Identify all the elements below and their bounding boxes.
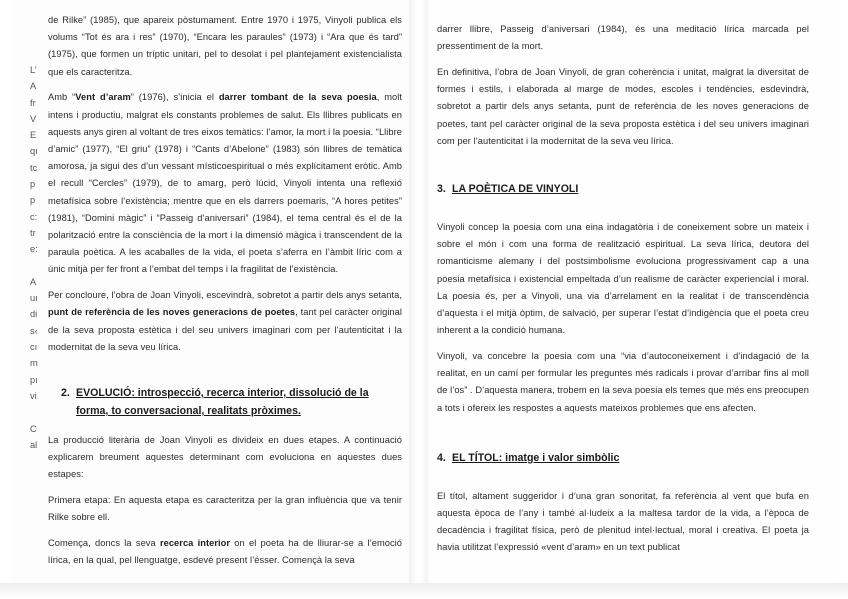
section-4-heading	[437, 449, 809, 467]
left-page	[12, 0, 409, 583]
section-2-heading	[48, 384, 402, 420]
section-title: EL TÍTOL: imatge i valor simbòlic	[452, 451, 620, 464]
section-3-heading	[437, 180, 809, 198]
book-gutter	[409, 0, 428, 599]
body-paragraph: Primera etapa: En aquesta etapa es caracteritza per la gran influència que va tenir Rilke sobre ell.	[48, 495, 402, 523]
body-paragraph: Comença, doncs la seva recerca interior on el poeta ha de lliurar-se a l’emoció lírica, en la qual, pel llenguatge, esdevé present l’ésser. Començà la seva	[48, 538, 402, 566]
margin-letter: e:	[30, 244, 38, 255]
margin-letter: V	[30, 113, 37, 124]
margin-letter	[30, 258, 44, 274]
section-title: LA POÈTICA DE VINYOLI	[452, 183, 579, 196]
body-paragraph: Per concloure, l’obra de Joan Vinyoli, escevindrà, sobretot a partir dels anys setanta, punt de referència de les noves generacions de poetes, tant pel caràcter original de la seva proposta estètica i del seu univers imaginari com per l’autenticitat i la modernitat de la seva veu lírica.	[48, 290, 402, 352]
margin-letter: p	[30, 195, 36, 206]
bold-phrase: Vent d’aram	[75, 92, 131, 103]
right-column	[437, 0, 809, 557]
margin-letter: tc	[30, 162, 38, 173]
bold-phrase: punt de referència de les noves generacions de poetes	[48, 307, 296, 318]
section-3-paragraphs	[437, 219, 809, 417]
margin-letter: tr	[30, 227, 36, 238]
margin-letter	[30, 404, 44, 420]
margin-letter: cı	[30, 342, 38, 353]
margin-letter: c:	[30, 211, 38, 222]
margin-letter: s‹	[30, 325, 38, 336]
margin-letter: fr	[30, 97, 36, 108]
section-number: 3.	[437, 183, 446, 196]
right-page	[428, 0, 836, 583]
margin-letter: C	[30, 423, 37, 434]
margin-letter: al	[30, 439, 38, 450]
margin-letter: L’	[30, 65, 37, 75]
margin-letter: uı	[30, 293, 38, 304]
section-number: 4.	[437, 451, 446, 464]
margin-letter: vi	[30, 390, 37, 401]
section-4-paragraphs	[437, 488, 809, 557]
margin-letter: A	[30, 81, 37, 92]
section-title: EVOLUCIÓ: introspecció, recerca interior, dissolució de la forma, to conversacional, realitats pròximes.	[76, 387, 369, 418]
margin-letter: p	[30, 179, 36, 190]
body-paragraph: de Rilke” (1985), que apareix pòstumament. Entre 1970 i 1975, Vinyoli publica els volums “Tot és ara i res” (1970), “Encara les paraules” (1973) i “Ara que és tard” (1975), que formen un tríptic unitari, pel to desolat i pel plantejament existencialista que els caracteritza.	[48, 15, 402, 77]
margin-letter: E	[30, 130, 37, 141]
body-paragraph: En definitiva, l’obra de Joan Vinyoli, de gran coherència i unitat, malgrat la diversitat de formes i estils, i elaborada al marge de modes, escoles i tendències, esdevindrà, sobretot a partir dels anys setanta, punt de referència de les noves generacions de poetes, tant pel caràcter original de la seva proposta estètica i del seu univers imaginari com per l’autenticitat i la modernitat de la seva veu lírica.	[437, 67, 809, 146]
body-paragraph: Vinyoli concep la poesia com una eina indagatòria i de coneixement sobre un mateix i sobre el món i com una forma de realització espiritual. La seva lírica, deutora del romanticisme alemany i del postsimbolisme evoluciona progressivament cap a una poesia metafísica i existencial empeltada d’un realisme de caràcter experiencial i moral. La poesia és, per a Vinyoli, una via d’arrelament en la realitat i de transcendència d’aquesta i el mitjà òptim, de salvació, per superar l’estat d’indigència que el poeta creu inherent a la condició humana.	[437, 222, 809, 336]
margin-letter: di	[30, 309, 38, 320]
left-column	[48, 0, 402, 570]
left-paragraphs	[48, 12, 402, 356]
margin-letter: A	[30, 276, 37, 287]
body-paragraph: Amb “Vent d’aram” (1976), s’inicia el darrer tombant de la seva poesia, molt intens i productiu, malgrat els constants problemes de salut. Els llibres publicats en aquests anys giren al voltant de tres eixos temàtics: l’amor, la mort i la poesia. “Llibre d’amic” (1977), “El griu” (1978) i “Cants d’Abelone” (1983) són llibres de temàtica amorosa, ja sigui des d’un vessant místicoespiritual o més explícitament eròtic. Amb el recull “Cercles” (1979), de to amarg, però lúcid, Vinyoli intenta una reflexió metafísica sobre l’existència; mentre que en els darrers poemaris, “A hores petites” (1981), “Domini màgic” i “Passeig d’aniversari” (1984), el tema central és el de la polarització entre la consciència de la mort i la dimensió màgica i transcendent de la paraula poètica. A les acaballes de la vida, el poeta s’aferra en l’àmbit líric com a únic mitjà per fer front a l’embat del temps i la fragilitat de l’existència.	[48, 92, 403, 275]
bold-phrase: darrer tombant de la seva poesia	[218, 92, 377, 103]
body-paragraph: La producció literària de Joan Vinyoli es divideix en dues etapes. A continuació explicarem breument aquestes determinant com evoluciona en aquestes dues estapes:	[48, 435, 402, 480]
margin-letter: pı	[30, 374, 38, 385]
body-paragraph: darrer llibre, Passeig d’aniversari (1984), és una meditació lírica marcada pel pressentiment de la mort.	[437, 24, 809, 52]
margin-letter: qı	[30, 146, 38, 157]
right-paragraphs	[437, 21, 809, 150]
margin-letter: m	[30, 358, 38, 369]
body-paragraph: El títol, altament suggeridor i d’una gran sonoritat, fa referència al vent que bufa en aquesta època de l’any i també al·ludeix a la maltesa tardor de la vida, a l’època de decadència i fragilitat física, però de plenitud intel·lectual, moral i creativa. El poeta ja havia utilitzat l’expressió «vent d’aram» en un text publicat	[437, 490, 809, 553]
bold-phrase: recerca interior	[159, 538, 231, 549]
left-paragraphs-after	[48, 432, 402, 570]
body-paragraph: Vinyoli, va concebre la poesia com una “via d’autoconeixement i d’indagació de la realitat, en un camí per formular les preguntes més radicals i provar d’arribar fins al moll de l’os” . D’aquesta manera, trobem en la seva poesia els temes que més ens preocupen a tots i ofereix les respostes a aquests mateixos problemes que ens afecten.	[437, 351, 809, 413]
section-number: 2.	[61, 387, 70, 400]
cropped-margin-letters	[30, 62, 44, 453]
page-bottom-shadow	[0, 583, 848, 599]
